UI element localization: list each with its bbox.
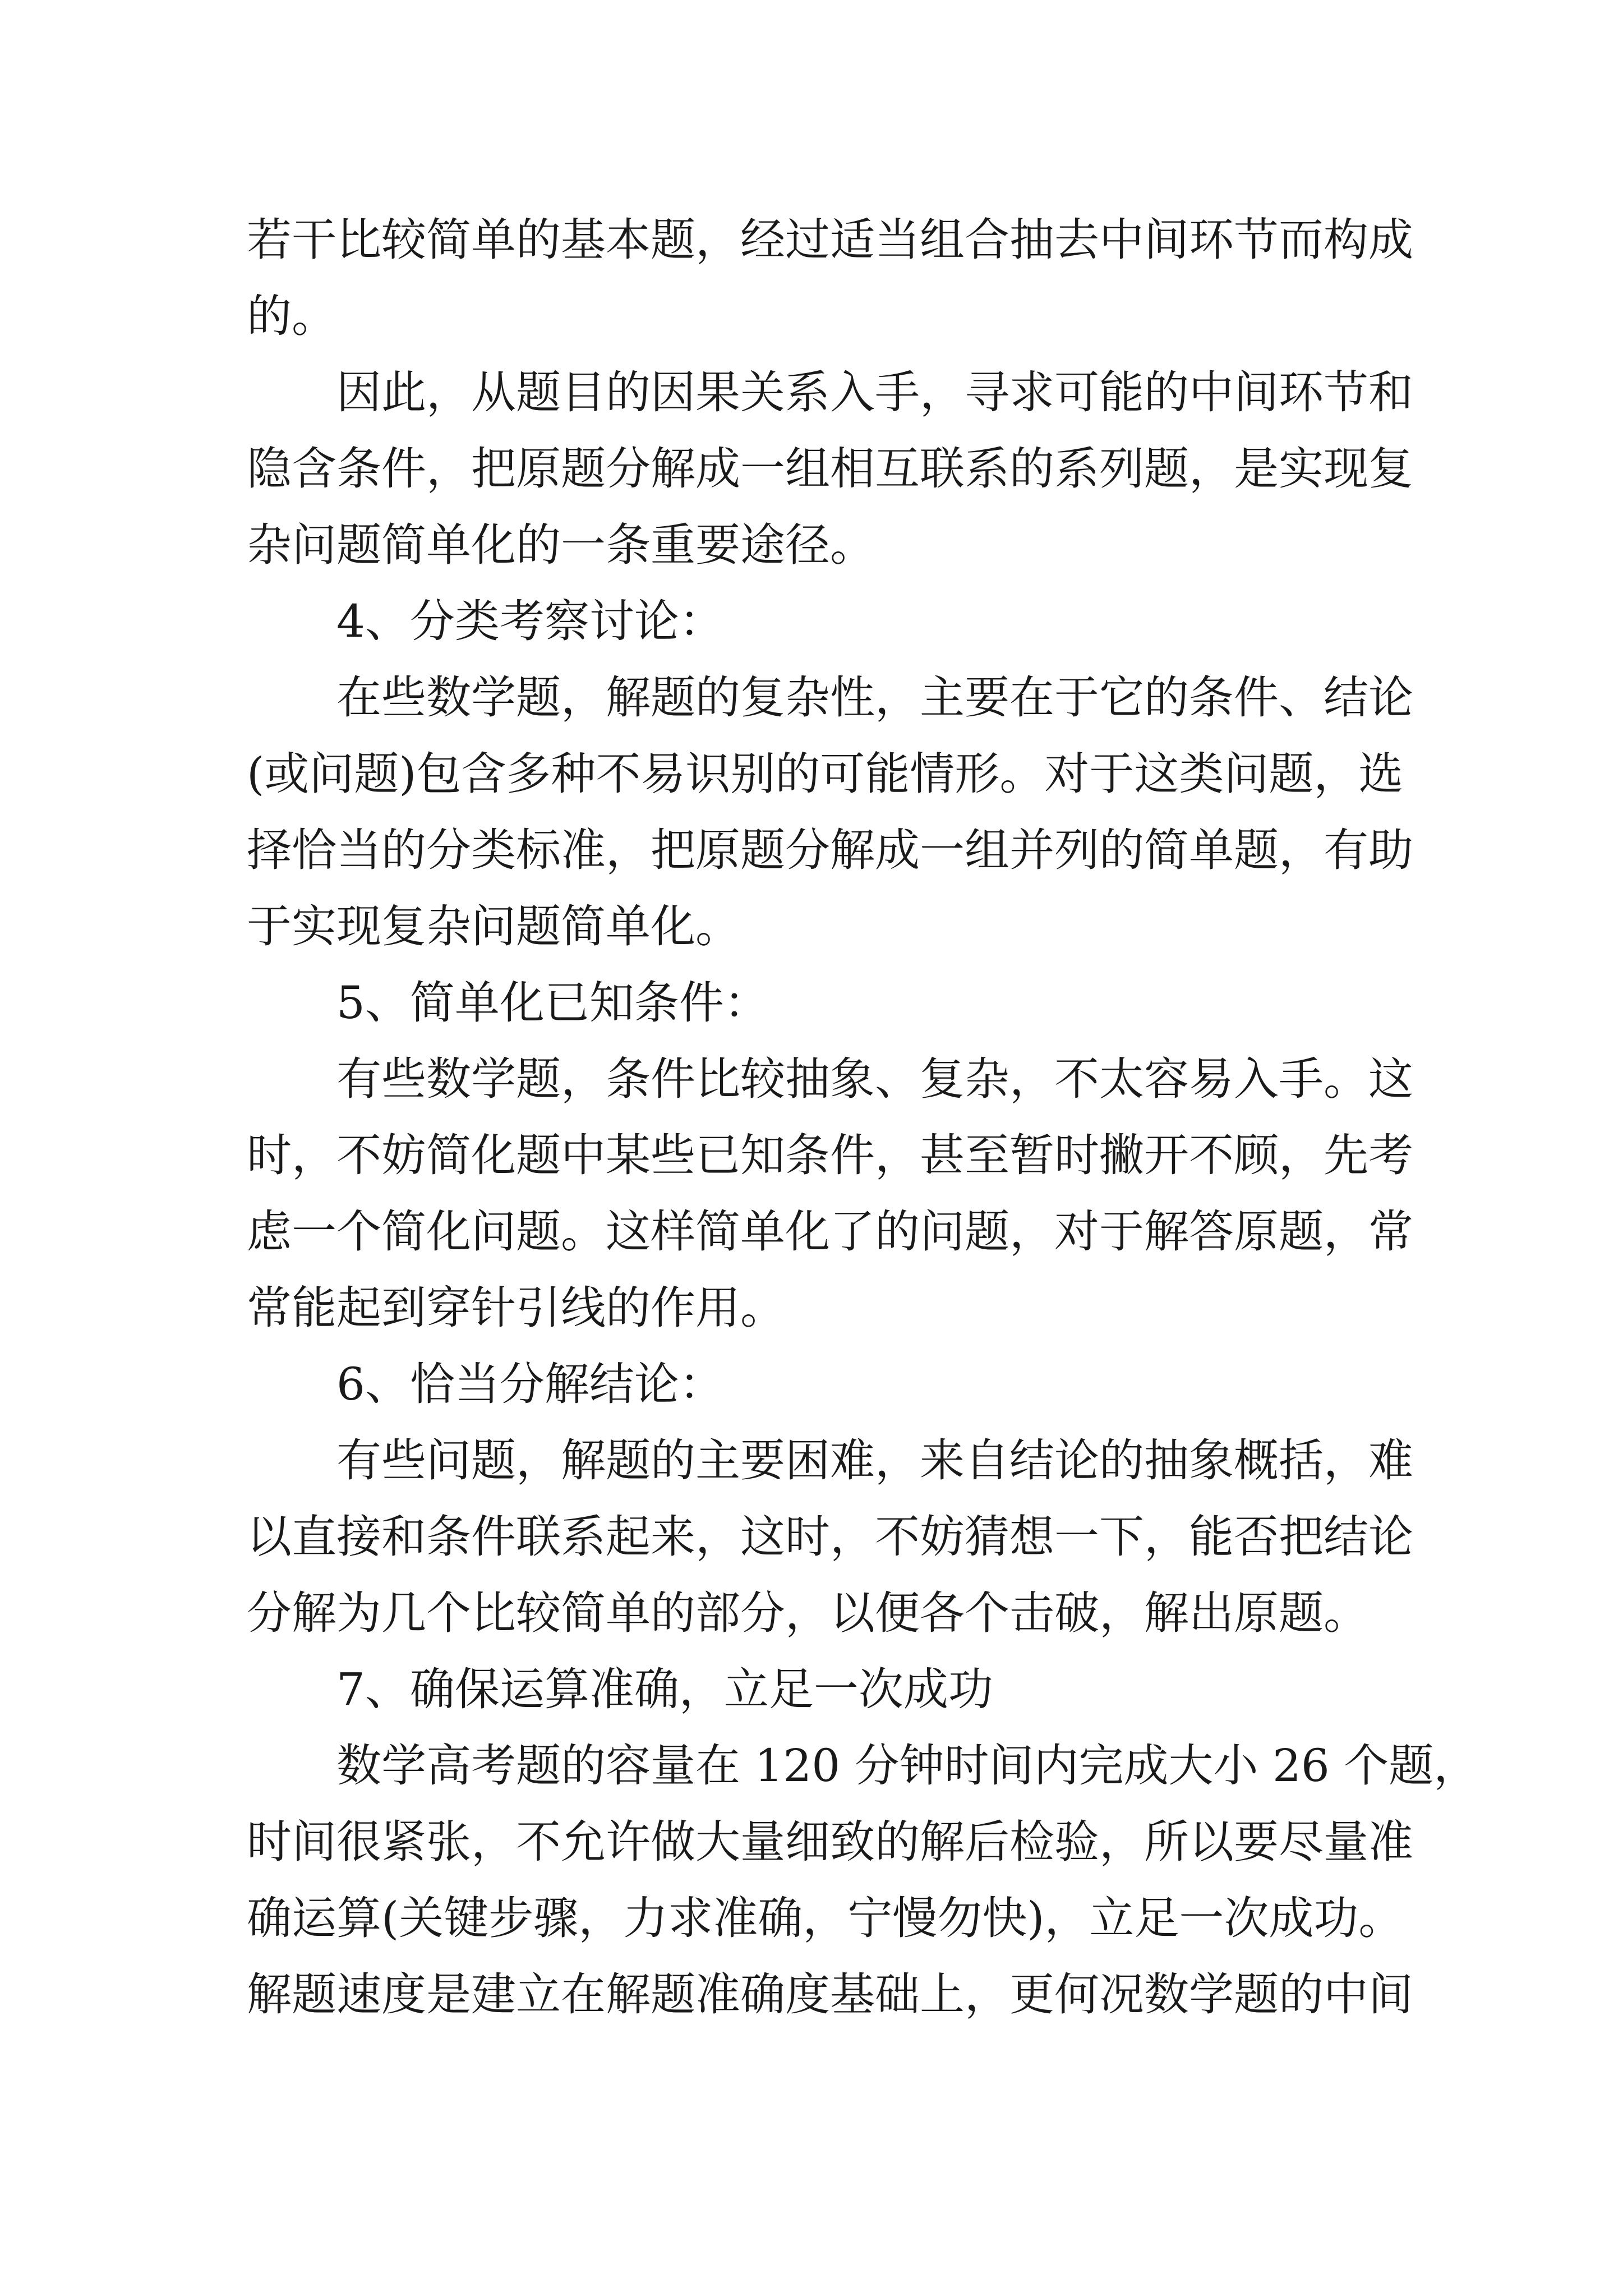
paragraph-first-line: 有些问题，解题的主要困难，来自结论的抽象概括，难: [336, 1434, 1413, 1487]
text-line: 以直接和条件联系起来，这时，不妨猜想一下，能否把结论: [247, 1511, 1413, 1563]
text-line: 解题速度是建立在解题准确度基础上，更何况数学题的中间: [247, 1968, 1413, 2021]
text-line: 虑一个简化问题。这样简单化了的问题，对于解答原题，常: [247, 1205, 1413, 1258]
text-line: 若干比较简单的基本题，经过适当组合抽去中间环节而构成: [247, 214, 1413, 266]
paragraph-first-line: 在些数学题，解题的复杂性，主要在于它的条件、结论: [336, 671, 1413, 724]
text-line: 确运算(关键步骤，力求准确，宁慢勿快)，立足一次成功。: [247, 1892, 1404, 1944]
text-line: 择恰当的分类标准，把原题分解成一组并列的简单题，有助: [247, 824, 1413, 876]
text-line: 隐含条件，把原题分解成一组相互联系的系列题，是实现复: [247, 443, 1413, 495]
document-body: [247, 202, 1479, 2033]
paragraph-first-line: 数学高考题的容量在 120 分钟时间内完成大小 26 个题，: [336, 1740, 1479, 1792]
section-heading: 5、简单化已知条件：: [336, 977, 769, 1029]
text-line: 时，不妨简化题中某些已知条件，甚至暂时撇开不顾，先考: [247, 1129, 1413, 1181]
text-line: 常能起到穿针引线的作用。: [247, 1282, 785, 1334]
text-line: 时间很紧张，不允许做大量细致的解后检验，所以要尽量准: [247, 1816, 1413, 1868]
paragraph-first-line: 因此，从题目的因果关系入手，寻求可能的中间环节和: [336, 366, 1413, 418]
paragraph-first-line: 有些数学题，条件比较抽象、复杂，不太容易入手。这: [336, 1053, 1413, 1105]
section-heading: 6、恰当分解结论：: [336, 1358, 724, 1410]
section-heading: 7、确保运算准确，立足一次成功: [336, 1663, 993, 1715]
text-line: 的。: [247, 290, 336, 342]
section-heading: 4、分类考察讨论：: [336, 595, 724, 647]
text-line: 分解为几个比较简单的部分，以便各个击破，解出原题。: [247, 1587, 1368, 1639]
text-line: 杂问题简单化的一条重要途径。: [247, 519, 875, 571]
text-line: (或问题)包含多种不易识别的可能情形。对于这类问题，选: [247, 748, 1404, 800]
text-line: 于实现复杂问题简单化。: [247, 900, 740, 953]
